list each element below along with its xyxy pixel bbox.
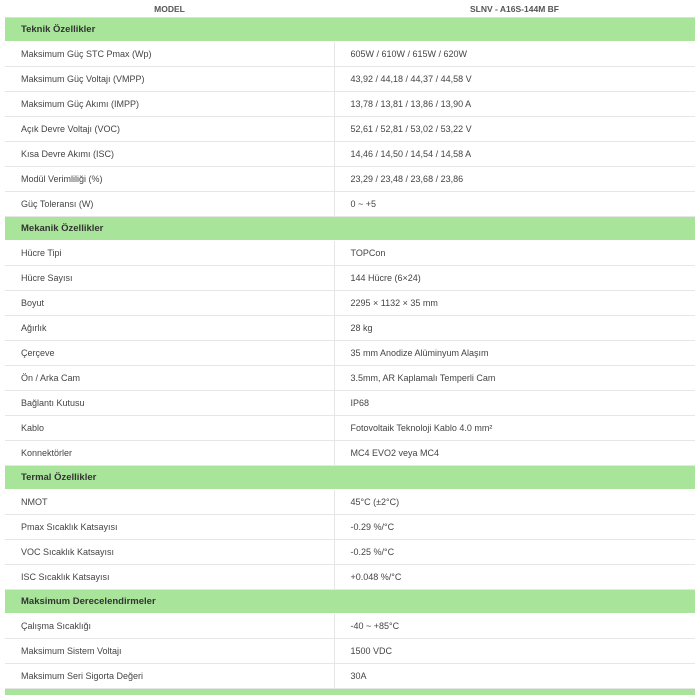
spec-label: Ön / Arka Cam xyxy=(5,366,334,391)
spec-value: TOPCon xyxy=(334,241,695,266)
spec-value: IP68 xyxy=(334,391,695,416)
spec-table xyxy=(5,0,695,695)
spec-label: Maksimum Sistem Voltajı xyxy=(5,639,334,664)
spec-row xyxy=(5,291,695,316)
section-title: Termal Özellikler xyxy=(5,466,695,490)
spec-row xyxy=(5,42,695,67)
footer-bar-cell xyxy=(5,689,695,696)
spec-table-container xyxy=(5,0,695,695)
spec-row xyxy=(5,341,695,366)
model-label: MODEL xyxy=(5,0,334,18)
spec-value: 30A xyxy=(334,664,695,689)
spec-label: Konnektörler xyxy=(5,441,334,466)
spec-label: Maksimum Güç Akımı (IMPP) xyxy=(5,92,334,117)
spec-body xyxy=(5,18,695,696)
spec-label: Hücre Sayısı xyxy=(5,266,334,291)
spec-value: MC4 EVO2 veya MC4 xyxy=(334,441,695,466)
spec-row xyxy=(5,316,695,341)
section-title: Mekanik Özellikler xyxy=(5,217,695,241)
spec-row xyxy=(5,416,695,441)
spec-value: 605W / 610W / 615W / 620W xyxy=(334,42,695,67)
spec-label: VOC Sıcaklık Katsayısı xyxy=(5,540,334,565)
spec-label: ISC Sıcaklık Katsayısı xyxy=(5,565,334,590)
spec-label: Maksimum Güç Voltajı (VMPP) xyxy=(5,67,334,92)
spec-row xyxy=(5,192,695,217)
spec-row xyxy=(5,490,695,515)
spec-row xyxy=(5,142,695,167)
spec-row xyxy=(5,664,695,689)
section-title: Teknik Özellikler xyxy=(5,18,695,42)
section-header-row xyxy=(5,590,695,614)
spec-value: 43,92 / 44,18 / 44,37 / 44,58 V xyxy=(334,67,695,92)
spec-value: 13,78 / 13,81 / 13,86 / 13,90 A xyxy=(334,92,695,117)
model-value: SLNV - A16S-144M BF xyxy=(334,0,695,18)
spec-value: 0 ~ +5 xyxy=(334,192,695,217)
section-header-row xyxy=(5,466,695,490)
spec-label: Çalışma Sıcaklığı xyxy=(5,614,334,639)
table-footer-bar xyxy=(5,689,695,696)
spec-label: Modül Verimliliği (%) xyxy=(5,167,334,192)
spec-label: Açık Devre Voltajı (VOC) xyxy=(5,117,334,142)
spec-value: +0.048 %/°C xyxy=(334,565,695,590)
spec-row xyxy=(5,67,695,92)
spec-row xyxy=(5,241,695,266)
spec-label: NMOT xyxy=(5,490,334,515)
spec-label: Kısa Devre Akımı (ISC) xyxy=(5,142,334,167)
spec-row xyxy=(5,167,695,192)
spec-label: Maksimum Seri Sigorta Değeri xyxy=(5,664,334,689)
spec-value: 28 kg xyxy=(334,316,695,341)
section-header-row xyxy=(5,217,695,241)
spec-label: Boyut xyxy=(5,291,334,316)
spec-row xyxy=(5,92,695,117)
model-header-row xyxy=(5,0,695,18)
spec-value: 14,46 / 14,50 / 14,54 / 14,58 A xyxy=(334,142,695,167)
spec-row xyxy=(5,540,695,565)
spec-label: Kablo xyxy=(5,416,334,441)
spec-row xyxy=(5,266,695,291)
spec-value: -0.29 %/°C xyxy=(334,515,695,540)
spec-label: Güç Toleransı (W) xyxy=(5,192,334,217)
spec-row xyxy=(5,565,695,590)
spec-value: 45°C (±2°C) xyxy=(334,490,695,515)
spec-value: 35 mm Anodize Alüminyum Alaşım xyxy=(334,341,695,366)
spec-row xyxy=(5,366,695,391)
spec-row xyxy=(5,639,695,664)
spec-label: Çerçeve xyxy=(5,341,334,366)
spec-value: -40 ~ +85°C xyxy=(334,614,695,639)
spec-label: Bağlantı Kutusu xyxy=(5,391,334,416)
spec-row xyxy=(5,515,695,540)
spec-value: Fotovoltaik Teknoloji Kablo 4.0 mm² xyxy=(334,416,695,441)
spec-value: 1500 VDC xyxy=(334,639,695,664)
section-title: Maksimum Derecelendirmeler xyxy=(5,590,695,614)
spec-value: 2295 × 1132 × 35 mm xyxy=(334,291,695,316)
spec-value: 144 Hücre (6×24) xyxy=(334,266,695,291)
section-header-row xyxy=(5,18,695,42)
spec-value: -0.25 %/°C xyxy=(334,540,695,565)
spec-row xyxy=(5,614,695,639)
spec-value: 52,61 / 52,81 / 53,02 / 53,22 V xyxy=(334,117,695,142)
spec-label: Hücre Tipi xyxy=(5,241,334,266)
spec-row xyxy=(5,391,695,416)
spec-row xyxy=(5,441,695,466)
spec-label: Maksimum Güç STC Pmax (Wp) xyxy=(5,42,334,67)
spec-value: 3.5mm, AR Kaplamalı Temperli Cam xyxy=(334,366,695,391)
spec-row xyxy=(5,117,695,142)
spec-value: 23,29 / 23,48 / 23,68 / 23,86 xyxy=(334,167,695,192)
spec-label: Pmax Sıcaklık Katsayısı xyxy=(5,515,334,540)
spec-label: Ağırlık xyxy=(5,316,334,341)
